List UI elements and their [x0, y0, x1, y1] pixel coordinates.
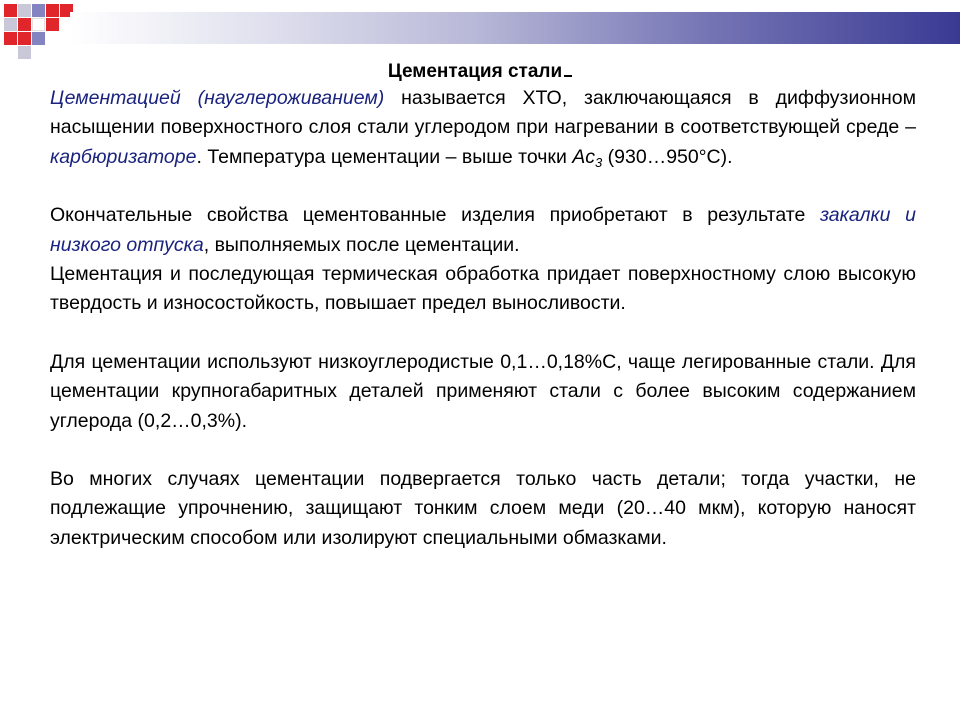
- slide-body: [50, 84, 916, 553]
- decor-square: [46, 4, 59, 17]
- paragraph-steels: [50, 348, 916, 436]
- slide-title: [0, 58, 960, 86]
- paragraph-text: Для цементации используют низкоуглеродистые 0,1…0,18%C, чаще легированные стали. Для цементации крупногабаритных деталей применяют стали с более высоким содержанием углерода (0,2…0,3%).: [50, 350, 916, 432]
- paragraph-text: . Температура цементации – выше точки: [196, 145, 573, 168]
- paragraph-text: (930…950°C).: [602, 145, 733, 168]
- decor-square: [4, 18, 17, 31]
- paragraph-text: называется ХТО, заключающаяся в диффузионном насыщении поверхностного слоя стали углеродом при нагревании в соответствующей среде –: [50, 87, 916, 139]
- term-cementation: Цементацией (науглероживанием): [50, 87, 385, 109]
- point-ac-subscript: 3: [595, 154, 603, 170]
- decor-square: [18, 18, 31, 31]
- decor-square: [4, 4, 17, 17]
- decor-square: [32, 32, 45, 45]
- text-cursor: [564, 63, 572, 77]
- paragraph-final-properties: [50, 201, 916, 260]
- decor-square: [18, 32, 31, 45]
- term-quench-temper: закалки и низкого отпуска: [50, 204, 916, 256]
- decor-square: [18, 4, 31, 17]
- decor-square: [46, 18, 59, 31]
- slide-title-text: Цементация стали: [387, 61, 563, 82]
- term-carburizer: карбюризаторе: [50, 145, 197, 168]
- paragraph-hardness: [50, 260, 916, 319]
- paragraph-partial: [50, 465, 916, 553]
- paragraph-text: Цементация и последующая термическая обработка придает поверхностному слою высокую твердость и износостойкость, повышает предел выносливости.: [50, 263, 916, 315]
- point-ac: Ac: [572, 145, 596, 168]
- decor-square: [32, 4, 45, 17]
- header-banner: [70, 12, 960, 44]
- paragraph-definition: [50, 84, 916, 172]
- paragraph-text: Окончательные свойства цементованные изделия приобретают в результате: [50, 204, 820, 227]
- decor-square: [32, 18, 45, 31]
- paragraph-text: , выполняемых после цементации.: [203, 233, 520, 256]
- decor-square: [4, 32, 17, 45]
- paragraph-text: Во многих случаях цементации подвергается только часть детали; тогда участки, не подлежащие упрочнению, защищают тонким слоем меди (20…40 мкм), которую наносят электрическим способом или изолируют специальными обмазками.: [50, 468, 916, 549]
